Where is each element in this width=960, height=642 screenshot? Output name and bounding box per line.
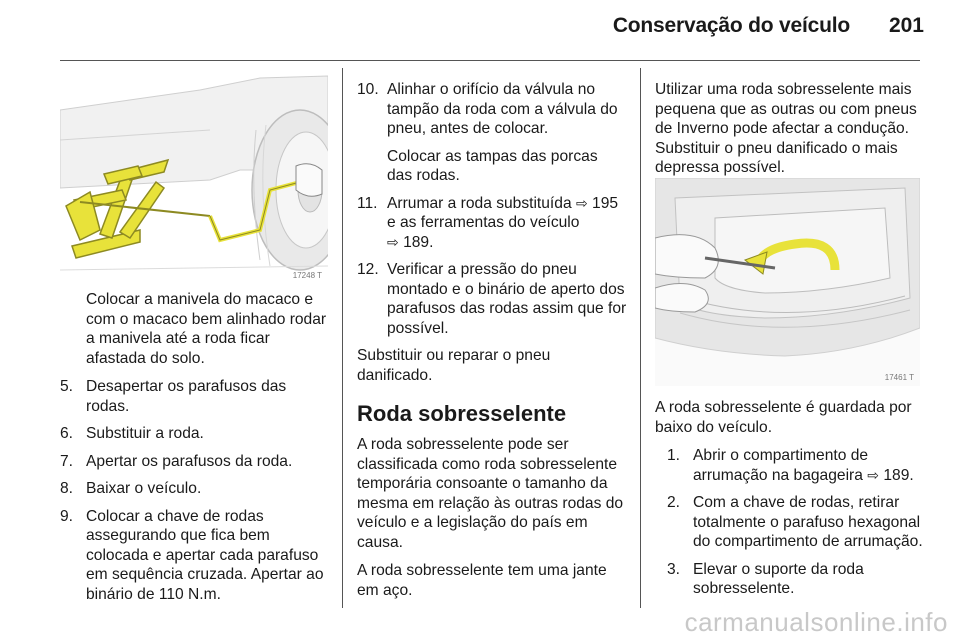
- column-1: [60, 290, 330, 612]
- page-reference-link[interactable]: 195: [592, 194, 619, 212]
- list-item: [667, 446, 925, 485]
- list-item: [60, 424, 330, 444]
- list-item: [357, 260, 627, 338]
- page-number: 201: [888, 14, 924, 37]
- step-number: 12.: [357, 261, 379, 278]
- list-item: [60, 452, 330, 472]
- page-header: [0, 0, 960, 60]
- step-number: 3.: [667, 560, 681, 578]
- step-text: Colocar a chave de rodas assegurando que fica bem colocada e apertar cada parafuso em sequência cruzada. Apertar ao binário de 110 N.m.: [86, 507, 324, 603]
- step-text: Substituir a roda.: [86, 425, 204, 442]
- steps-list-2: [357, 80, 627, 338]
- step-text: Elevar o suporte da roda sobresselente.: [693, 560, 864, 597]
- step-text: Desapertar os parafusos das rodas.: [86, 378, 287, 415]
- column-3-intro: [655, 80, 925, 187]
- column-divider-1: [342, 68, 343, 608]
- list-item: [357, 80, 627, 186]
- step-text: e as ferramentas do veículo: [387, 214, 580, 231]
- reference-arrow-icon: ⇨: [387, 233, 399, 250]
- paragraph: Utilizar uma roda sobresselente mais pequena que as outras ou com pneus de Inverno pode afectar a condução. Substituir o pneu danificado o mais depressa possível.: [655, 81, 917, 176]
- column-3: [655, 398, 925, 607]
- step-text: Verificar a pressão do pneu montado e o binário de aperto dos parafusos das rodas assim que for possível.: [387, 261, 627, 337]
- step-number: 2.: [667, 494, 681, 511]
- page-reference-link[interactable]: 189.: [883, 466, 914, 484]
- step-text: Baixar o veículo.: [86, 480, 202, 497]
- step-number: 1.: [667, 447, 681, 464]
- list-item: [60, 377, 330, 416]
- step-number: 6.: [60, 425, 74, 442]
- jack-illustration-svg: [60, 70, 328, 284]
- list-item: [667, 560, 925, 599]
- jack-illustration: [60, 70, 328, 284]
- paragraph: A roda sobresselente tem uma jante em aço.: [357, 562, 607, 599]
- list-item: [60, 507, 330, 605]
- spare-wheel-illustration: [655, 178, 920, 386]
- step-number: 11.: [357, 194, 378, 212]
- column-divider-2: [640, 68, 641, 608]
- figure-code: 17461 T: [884, 373, 914, 382]
- reference-arrow-icon: ⇨: [867, 466, 879, 483]
- spare-wheel-illustration-svg: [655, 178, 920, 386]
- list-item: [357, 194, 627, 253]
- figure-code: 17248 T: [292, 271, 322, 280]
- steps-list-3: [667, 446, 925, 599]
- step-subtext: Colocar as tampas das porcas das rodas.: [387, 147, 598, 184]
- reference-arrow-icon: ⇨: [575, 194, 588, 211]
- step-number: 9.: [60, 507, 74, 525]
- paragraph: Substituir ou reparar o pneu danificado.: [357, 347, 551, 384]
- step-text: Com a chave de rodas, retirar totalmente o parafuso hexagonal do compartimento de arrumação.: [693, 494, 923, 550]
- section-title: Roda sobresselente: [357, 401, 567, 426]
- column-2: [357, 80, 627, 609]
- step-text: Apertar os parafusos da roda.: [86, 452, 293, 470]
- step-number: 8.: [60, 480, 74, 497]
- page-title: Conservação do veículo: [612, 14, 850, 37]
- paragraph: A roda sobresselente pode ser classificada como roda sobresselente temporária consoante o tamanho da mesma em relação às outras rodas do veículo e a legislação do país em causa.: [357, 436, 624, 551]
- header-rule: [60, 60, 920, 61]
- step-text: Abrir o compartimento de arrumação na bagageira: [693, 447, 869, 484]
- paragraph: A roda sobresselente é guardada por baixo do veículo.: [655, 399, 912, 436]
- step-number: 5.: [60, 378, 74, 395]
- steps-list-1: [60, 377, 330, 604]
- step-text: Alinhar o orifício da válvula no tampão da roda com a válvula do pneu, antes de colocar.: [387, 81, 618, 137]
- step-4-text: Colocar a manivela do macaco e com o macaco bem alinhado rodar a manivela até a roda ficar afastada do solo.: [86, 291, 327, 367]
- list-item: [667, 493, 925, 552]
- step-text: Arrumar a roda substituída: [387, 194, 572, 212]
- step-number: 10.: [357, 81, 379, 98]
- list-item: [60, 479, 330, 499]
- watermark: carmanualsonline.info: [684, 607, 948, 637]
- page-reference-link[interactable]: 189.: [403, 233, 434, 251]
- step-number: 7.: [60, 452, 74, 470]
